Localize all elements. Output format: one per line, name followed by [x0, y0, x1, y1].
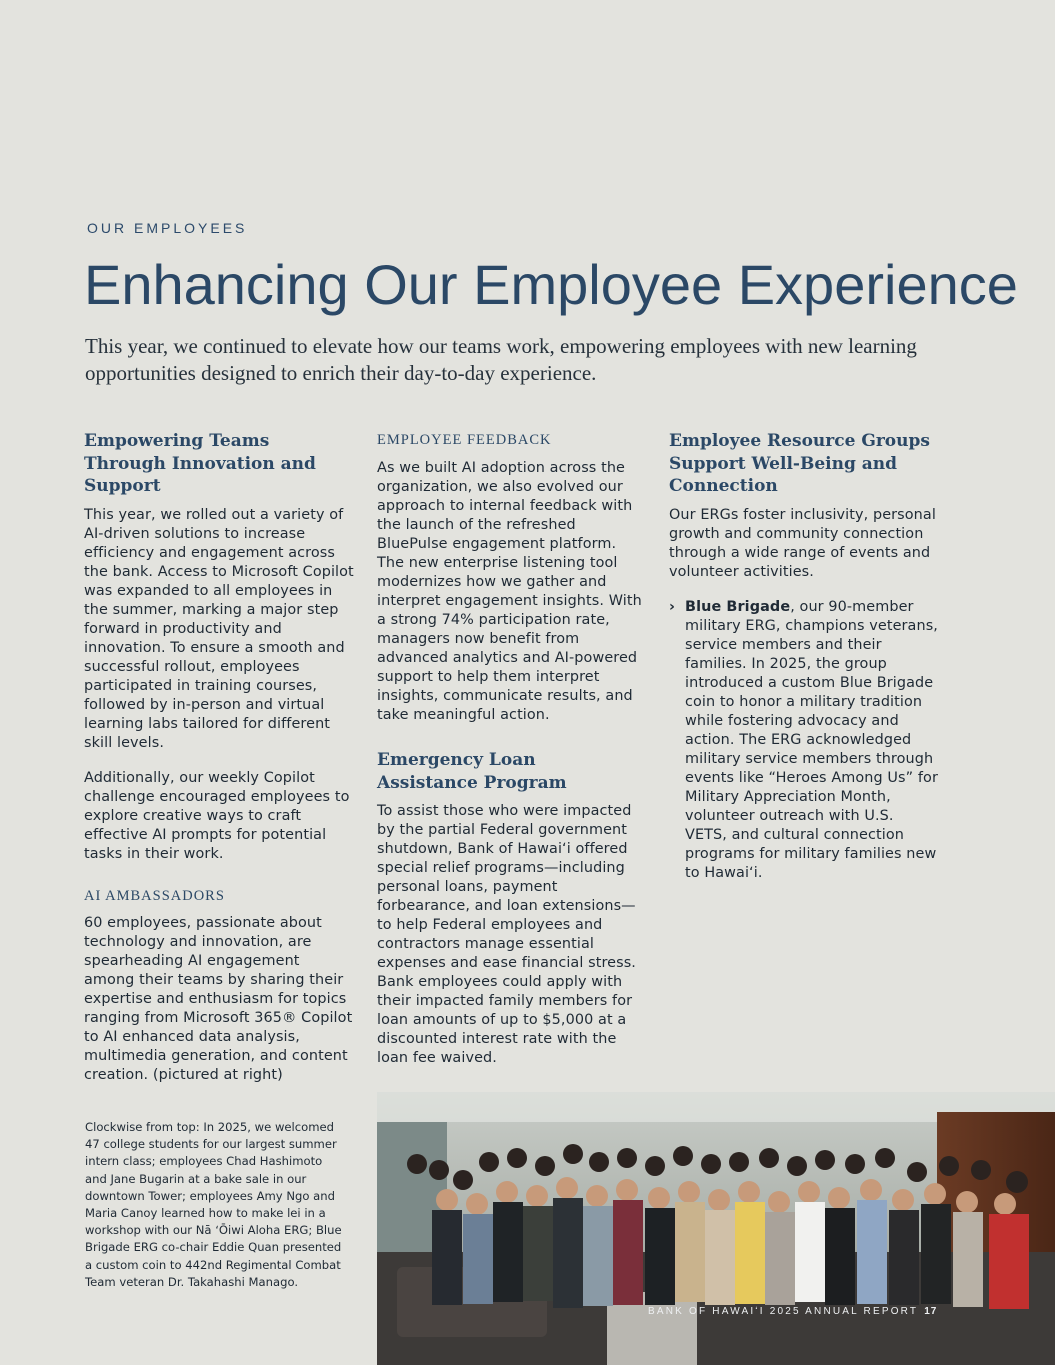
copilot-challenge-paragraph: Additionally, our weekly Copilot challenge encouraged employees to explore creative ways to craft effective AI prompts for potential tasks in their work.	[84, 769, 350, 862]
column-2	[377, 430, 642, 1084]
employee-feedback-paragraph: As we built AI adoption across the organization, we also evolved our approach to internal feedback with the launch of the refreshed BluePulse engagement platform. The new enterprise listening tool modernizes how we gather and interpret engagement insights. With a strong 74% participation rate, managers now benefit from advanced analytics and AI-powered support to help them interpret insights, communicate results, and take meaningful action.	[377, 460, 642, 723]
footer-report-name: BANK OF HAWAIʻI 2025 ANNUAL REPORT	[648, 1306, 919, 1317]
erg-heading: Employee Resource Groups Support Well-Being and Connection	[669, 431, 930, 496]
page-number: 17	[924, 1306, 938, 1317]
ai-ambassadors-heading: AI AMBASSADORS	[84, 887, 225, 904]
column-1	[84, 430, 354, 1101]
section-label: OUR EMPLOYEES	[87, 220, 248, 236]
blue-brigade-name: Blue Brigade	[685, 598, 791, 615]
emergency-loan-paragraph: To assist those who were impacted by the partial Federal government shutdown, Bank of Hawaiʻi offered special relief programs—including personal loans, payment forbearance, and loan extensions—to help Federal employees and contractors manage essential expenses and ease financial stress. Bank employees could apply with their impacted family members for loan amounts of up to $5,000 at a discounted interest rate with the loan fee waived.	[377, 803, 636, 1066]
photo-caption: Clockwise from top: In 2025, we welcomed 47 college students for our largest summer intern class; employees Chad Hashimoto and Jane Bugarin at a bake sale in our downtown Tower; employees Amy Ngo and Maria Canoy learned how to make lei in a workshop with our Nā ʻŌiwi Aloha ERG; Blue Brigade ERG co-chair Eddie Quan presented a custom coin to 442nd Regimental Combat Team veteran Dr. Takahashi Manago.	[85, 1120, 342, 1289]
intro-paragraph: This year, we continued to elevate how our teams work, empowering employees with new learning opportunities designed to enrich their day-to-day experience.	[85, 334, 917, 385]
empowering-teams-heading: Empowering Teams Through Innovation and Support	[84, 431, 316, 496]
page-title: Enhancing Our Employee Experience	[84, 253, 1018, 316]
empowering-teams-paragraph: This year, we rolled out a variety of AI-driven solutions to increase efficiency and engagement across the bank. Access to Microsoft Copilot was expanded to all employees in the summer, marking a major step forward in productivity and innovation. To ensure a smooth and successful rollout, employees participated in training courses, followed by in-person and virtual learning labs tailored for different skill levels.	[84, 506, 354, 751]
page-footer	[648, 1306, 937, 1317]
employee-feedback-heading: EMPLOYEE FEEDBACK	[377, 432, 552, 448]
emergency-loan-heading: Emergency Loan Assistance Program	[377, 750, 567, 793]
ai-ambassadors-group-photo	[377, 1092, 1055, 1365]
blue-brigade-bullet	[669, 598, 939, 883]
column-3	[669, 430, 939, 899]
erg-paragraph: Our ERGs foster inclusivity, personal growth and community connection through a wide range of events and volunteer activities.	[669, 506, 936, 580]
chevron-right-icon: ›	[669, 598, 676, 615]
group-photo-illustration	[377, 1092, 1055, 1365]
blue-brigade-text: , our 90-member military ERG, champions veterans, service members and their families. In 2025, the group introduced a custom Blue Brigade coin to honor a military tradition while fostering advocacy and action. The ERG acknowledged military service members through events like “Heroes Among Us” for Military Appreciation Month, volunteer outreach with U.S. VETS, and cultural connection programs for military families new to Hawaiʻi.	[685, 598, 938, 881]
ai-ambassadors-paragraph: 60 employees, passionate about technology and innovation, are spearheading AI engagement among their teams by sharing their expertise and enthusiasm for topics ranging from Microsoft 365® Copilot to AI enhanced data analysis, multimedia generation, and content creation. (pictured at right)	[84, 914, 353, 1083]
